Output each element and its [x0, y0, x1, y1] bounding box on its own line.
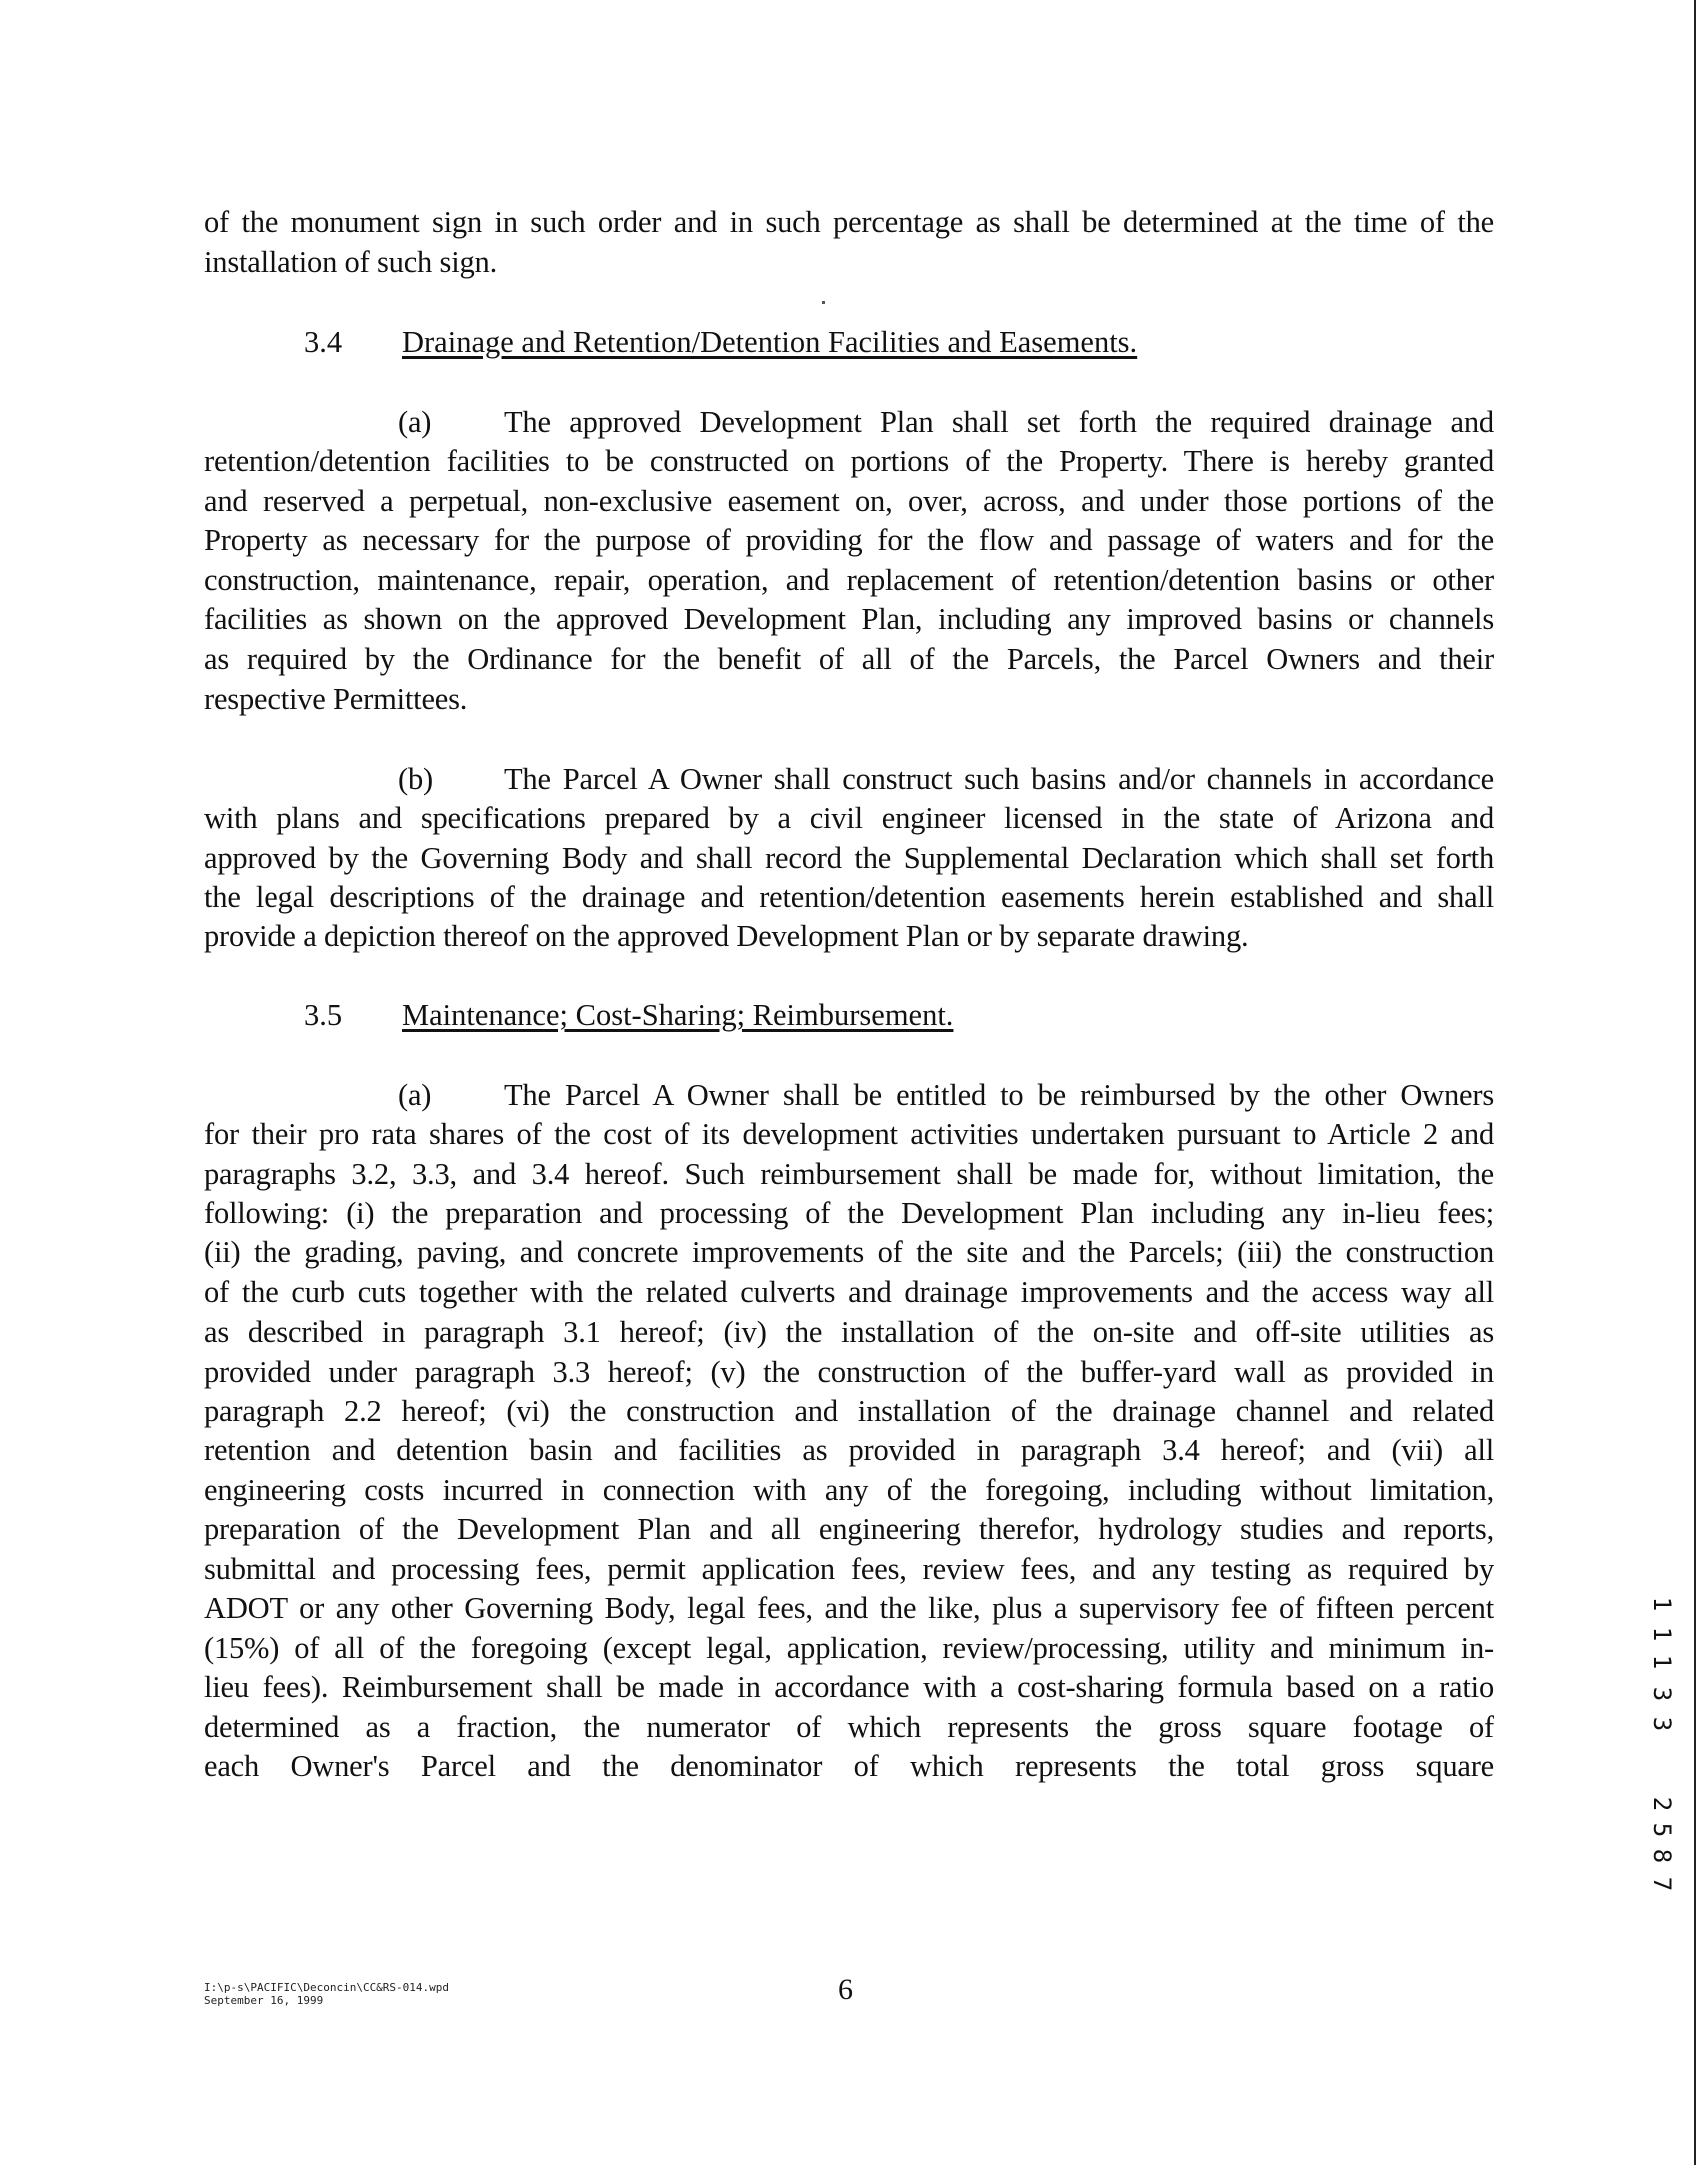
paragraph-line: facilities as shown on the approved Development Plan, including any improved basins or channels — [204, 602, 1494, 636]
paragraph-line: submittal and processing fees, permit application fees, review fees, and any testing as required by — [204, 1552, 1494, 1586]
paragraph-line: retention/detention facilities to be constructed on portions of the Property. There is hereby granted — [204, 444, 1494, 478]
paragraph-line: as required by the Ordinance for the benefit of all of the Parcels, the Parcel Owners and their — [204, 642, 1494, 676]
bates-digit: 1 — [1648, 1596, 1676, 1612]
paragraph-line: approved by the Governing Body and shall record the Supplemental Declaration which shall set forth — [204, 841, 1494, 875]
section-title: Maintenance; Cost-Sharing; Reimbursement. — [402, 998, 954, 1032]
bates-digit: 2 — [1648, 1796, 1676, 1812]
paragraph-line: preparation of the Development Plan and all engineering therefor, hydrology studies and reports, — [204, 1512, 1494, 1546]
bates-digit: 8 — [1648, 1848, 1676, 1864]
bates-digit: 3 — [1648, 1686, 1676, 1702]
paragraph-line: of the curb cuts together with the related culverts and drainage improvements and the access way all — [204, 1275, 1494, 1309]
footer-date: September 16, 1999 — [204, 1994, 324, 2007]
paragraph-line: respective Permittees. — [204, 682, 468, 716]
bates-digit: 5 — [1648, 1822, 1676, 1838]
page-number: 6 — [838, 1973, 853, 2006]
paragraph-line: for their pro rata shares of the cost of its development activities undertaken pursuant to Article 2 and — [204, 1117, 1494, 1151]
paragraph-3-4-b-line-1: The Parcel A Owner shall construct such basins and/or channels in accordance — [504, 762, 1494, 796]
paragraph-line: each Owner's Parcel and the denominator of which represents the total gross square — [204, 1749, 1494, 1783]
bates-digit: 1 — [1648, 1654, 1676, 1670]
continuation-line-1: of the monument sign in such order and in such percentage as shall be determined at the time of the — [204, 205, 1494, 239]
subparagraph-label: (a) — [398, 405, 432, 439]
paragraph-line: the legal descriptions of the drainage and retention/detention easements herein established and shall — [204, 880, 1494, 914]
paragraph-line: (15%) of all of the foregoing (except legal, application, review/processing, utility and minimum in- — [204, 1631, 1494, 1665]
paragraph-line: as described in paragraph 3.1 hereof; (iv) the installation of the on-site and off-site utilities as — [204, 1315, 1494, 1349]
paragraph-line: paragraph 2.2 hereof; (vi) the construction and installation of the drainage channel and related — [204, 1394, 1494, 1428]
section-number: 3.5 — [304, 998, 343, 1032]
paragraph-line: ADOT or any other Governing Body, legal fees, and the like, plus a supervisory fee of fifteen percent — [204, 1591, 1494, 1625]
paragraph-3-5-a-line-1: The Parcel A Owner shall be entitled to be reimbursed by the other Owners — [504, 1078, 1494, 1112]
continuation-line-2: installation of such sign. — [204, 245, 497, 279]
paragraph-line: engineering costs incurred in connection with any of the foregoing, including without limitation, — [204, 1473, 1494, 1507]
bates-stamp — [1648, 1592, 1676, 1912]
paragraph-line: following: (i) the preparation and processing of the Development Plan including any in-lieu fees; — [204, 1196, 1494, 1230]
paragraph-line: paragraphs 3.2, 3.3, and 3.4 hereof. Such reimbursement shall be made for, without limitation, the — [204, 1157, 1494, 1191]
paragraph-line: determined as a fraction, the numerator of which represents the gross square footage of — [204, 1710, 1494, 1744]
section-number: 3.4 — [304, 325, 343, 359]
bates-digit: 7 — [1648, 1876, 1676, 1892]
footer-file-info — [204, 1981, 449, 2007]
paragraph-line: and reserved a perpetual, non-exclusive easement on, over, across, and under those portions of the — [204, 484, 1494, 518]
scan-speck — [822, 301, 825, 304]
paragraph-line: Property as necessary for the purpose of providing for the flow and passage of waters and for the — [204, 523, 1494, 557]
paragraph-line: provided under paragraph 3.3 hereof; (v) the construction of the buffer-yard wall as provided in — [204, 1355, 1494, 1389]
footer-file-path: I:\p-s\PACIFIC\Deconcin\CC&RS-014.wpd — [204, 1981, 450, 1994]
paragraph-line: (ii) the grading, paving, and concrete improvements of the site and the Parcels; (iii) the construction — [204, 1235, 1494, 1269]
subparagraph-label: (b) — [398, 762, 433, 796]
paragraph-line: lieu fees). Reimbursement shall be made in accordance with a cost-sharing formula based on a ratio — [204, 1670, 1494, 1704]
paragraph-line: provide a depiction thereof on the approved Development Plan or by separate drawing. — [204, 919, 1249, 953]
paragraph-line: retention and detention basin and facilities as provided in paragraph 3.4 hereof; and (vii) all — [204, 1433, 1494, 1467]
section-title: Drainage and Retention/Detention Facilities and Easements. — [402, 325, 1138, 359]
bates-digit: 1 — [1648, 1626, 1676, 1642]
bates-digit: 3 — [1648, 1716, 1676, 1732]
paragraph-line: construction, maintenance, repair, operation, and replacement of retention/detention basins or other — [204, 563, 1494, 597]
paragraph-3-4-a-line-1: The approved Development Plan shall set forth the required drainage and — [504, 405, 1494, 439]
subparagraph-label: (a) — [398, 1078, 432, 1112]
paragraph-line: with plans and specifications prepared by a civil engineer licensed in the state of Arizona and — [204, 801, 1494, 835]
